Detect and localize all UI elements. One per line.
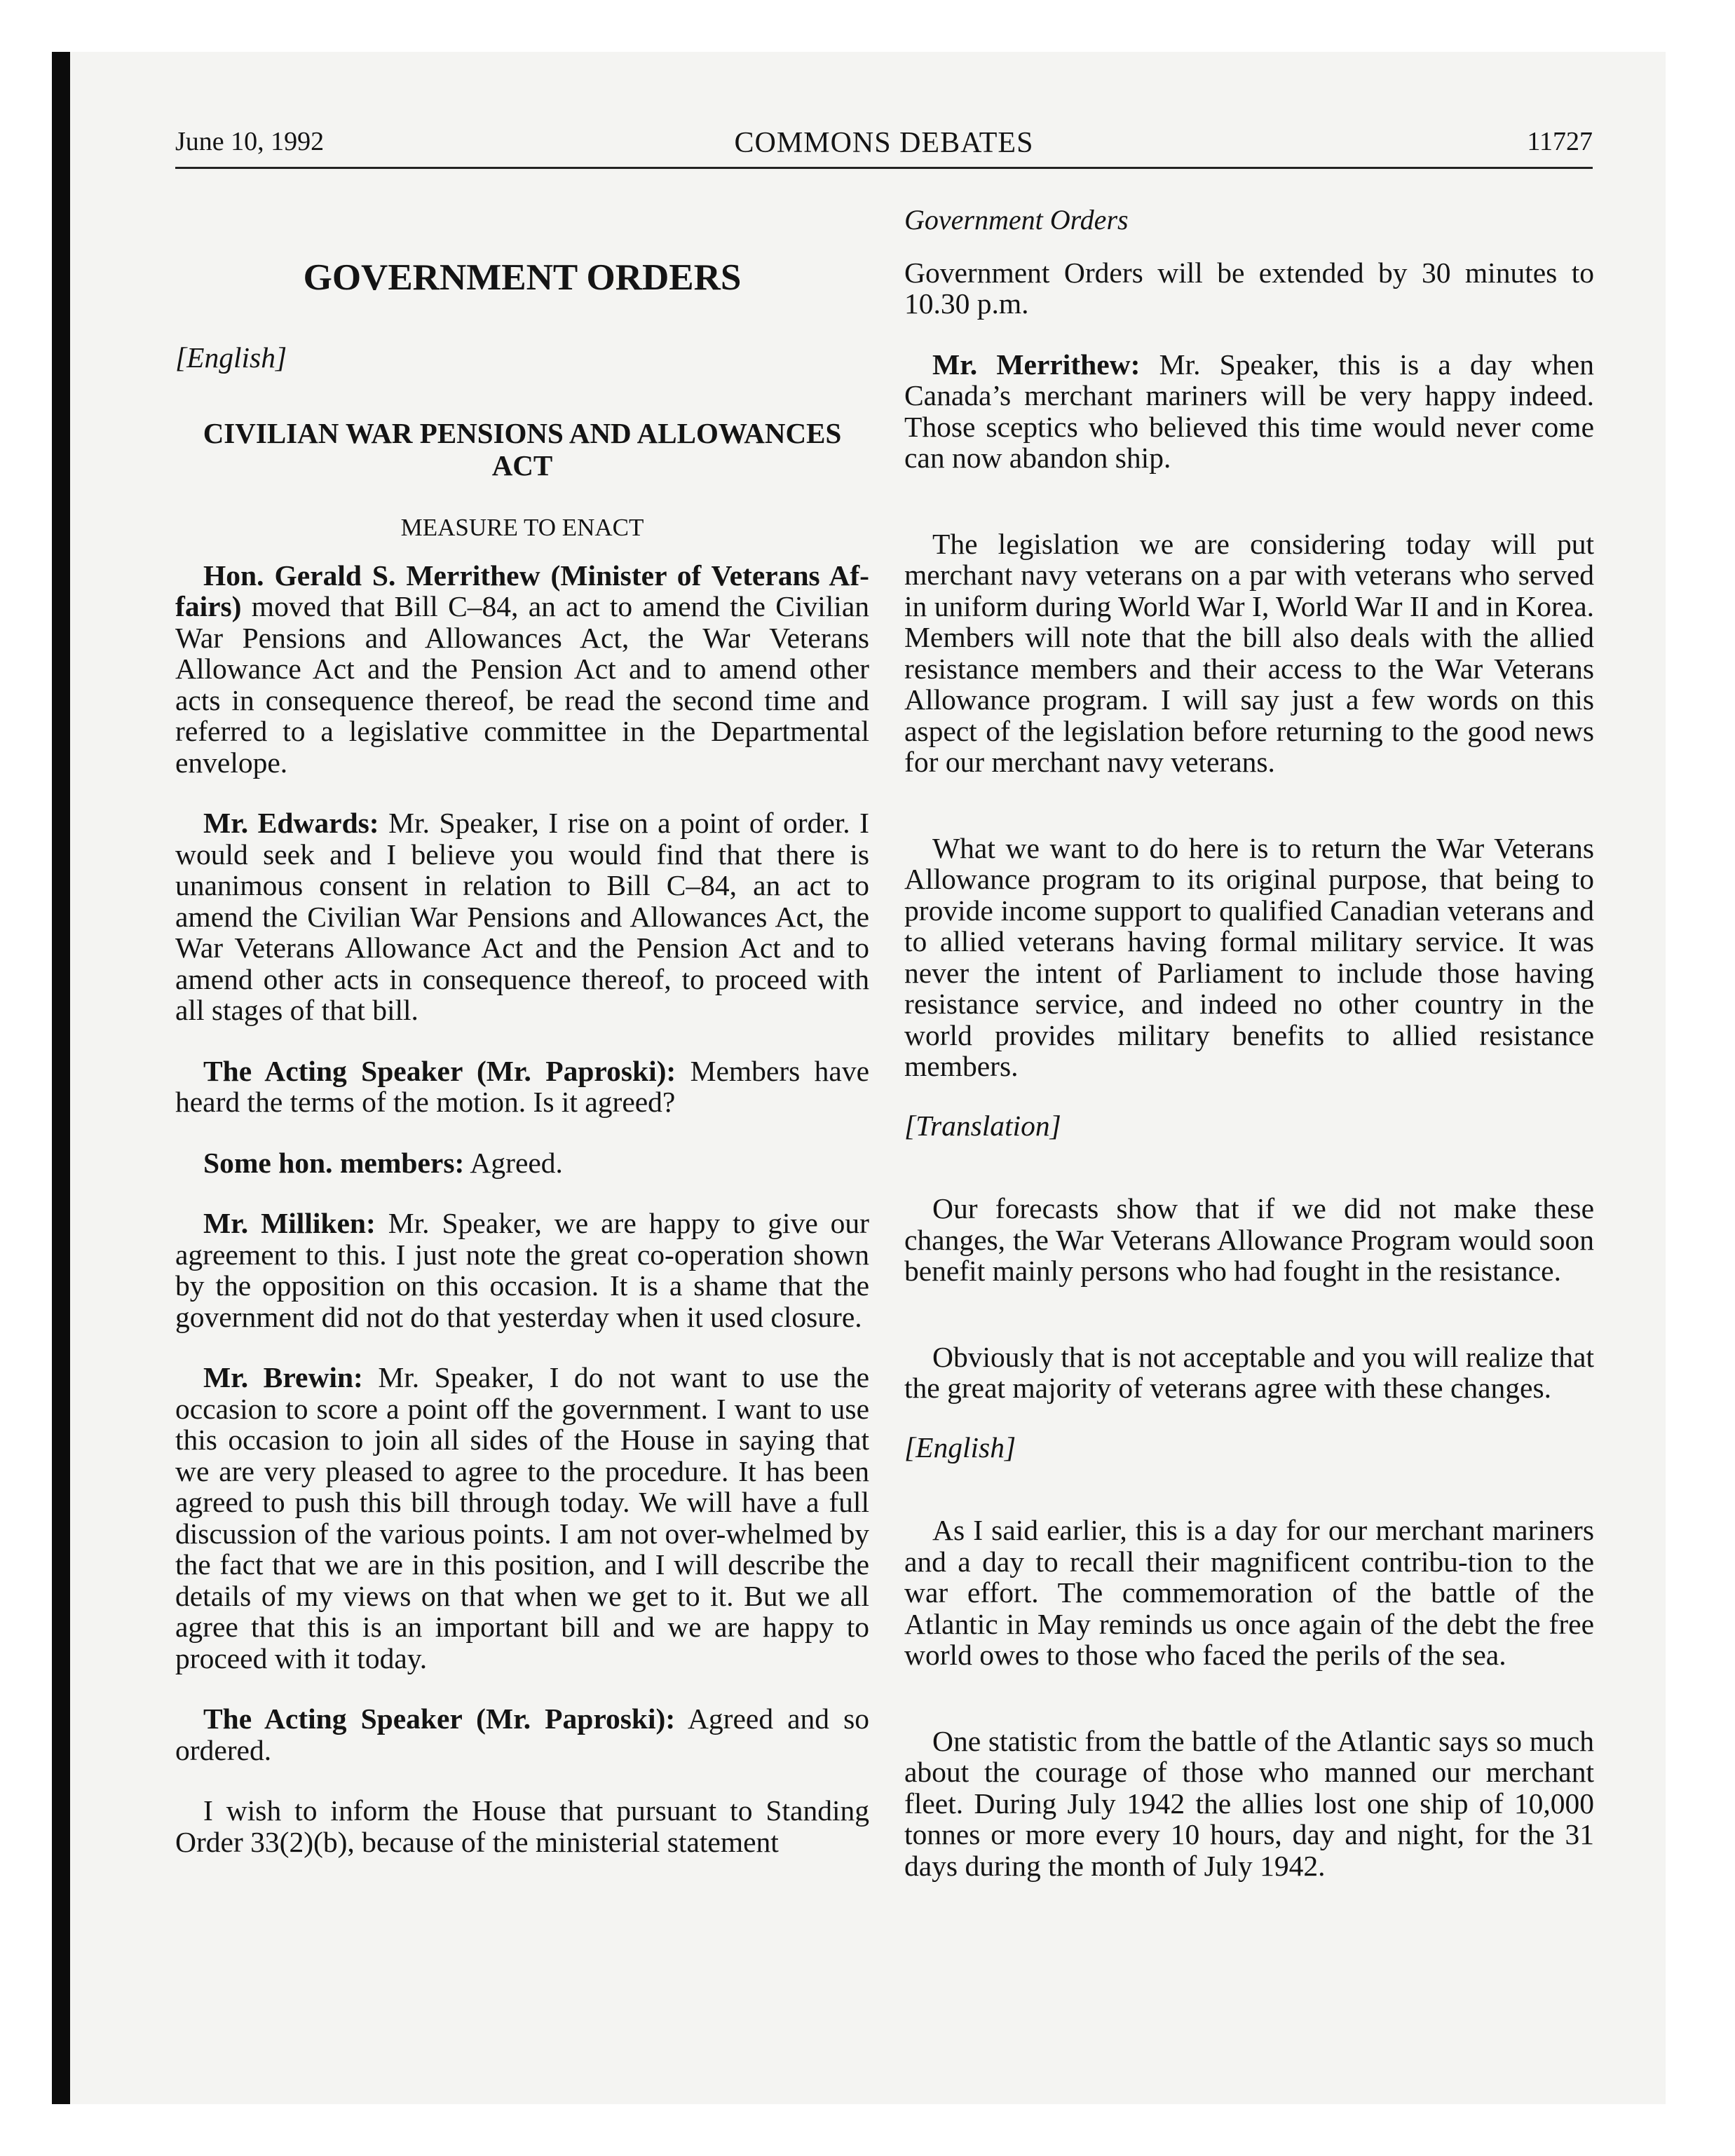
paragraph xyxy=(175,560,869,779)
paragraph-text: I wish to inform the House that pursuant to Standing Order 33(2)(b), because of the ministerial statement xyxy=(175,1794,869,1858)
paragraph-text: As I said earlier, this is a day for our merchant mariners and a day to recall their magnificent contribu-tion to the war effort. The commemoration of the battle of the Atlantic in May reminds us once again of the debt the free world owes to those who faced the perils of the sea. xyxy=(904,1514,1594,1671)
speaker-name: Some hon. members: xyxy=(203,1146,465,1179)
speaker-name: The Acting Speaker (Mr. Paproski): xyxy=(203,1703,676,1735)
paragraph-text: What we want to do here is to return the War Veterans Allowance program to its original purpose, that being to provide income support to qualified Canadian veterans and to allied veterans having formal military service. It was never the intent of Parliament to include those having resistance service, and indeed no other country in the world provides military benefits to allied resistance members. xyxy=(904,831,1594,1082)
paragraph-text: Agreed. xyxy=(464,1146,563,1179)
speaker-name: Mr. Merrithew: xyxy=(932,348,1141,381)
language-marker-english: [English] xyxy=(904,1431,1016,1464)
paragraph xyxy=(175,1362,869,1674)
paragraph-text: Our forecasts show that if we did not make these changes, the War Veterans Allowance Program would soon benefit mainly persons who had fought in the resistance. xyxy=(904,1192,1594,1287)
paragraph xyxy=(904,1515,1594,1671)
measure-subtitle: MEASURE TO ENACT xyxy=(400,513,644,541)
paragraph xyxy=(904,257,1594,320)
speaker-name: Hon. Gerald S. Merrithew (Minister of Veterans Af-fairs) xyxy=(175,559,869,622)
paragraph xyxy=(175,1147,869,1179)
paragraph-text: moved that Bill C–84, an act to amend the Civilian War Pensions and Allowances Act, the War Veterans Allowance Act and the Pension Act and to amend other acts in consequence thereof, be read the second time and referred to a legislative committee in the Departmental envelope. xyxy=(175,590,869,779)
bill-title-line2: ACT xyxy=(491,449,553,482)
header-date: June 10, 1992 xyxy=(175,127,325,156)
header-title: COMMONS DEBATES xyxy=(734,127,1034,159)
paragraph-text: Mr. Speaker, we are happy to give our agreement to this. I just note the great co-operation shown by the opposition on this occasion. It is a shame that the government did not do that yesterday when it used closure. xyxy=(175,1207,869,1333)
paragraph-text: The legislation we are considering today will put merchant navy veterans on a par with veterans who served in uniform during World War I, World War II and in Korea. Members will note that the bill also deals with the allied resistance members and their access to the War Veterans Allowance program. I will say just a few words on this aspect of the legislation before returning to the good news for our merchant navy veterans. xyxy=(904,527,1594,778)
speaker-name: The Acting Speaker (Mr. Paproski): xyxy=(203,1054,676,1087)
paragraph xyxy=(175,1208,869,1332)
page-number: 11727 xyxy=(1527,127,1593,156)
paragraph xyxy=(175,1703,869,1766)
page-header xyxy=(175,123,1593,169)
language-marker-english: [English] xyxy=(175,341,287,374)
paragraph xyxy=(904,833,1594,1082)
paragraph xyxy=(904,528,1594,778)
paragraph-text: Mr. Speaker, I rise on a point of order. I would seek and I believe you would find that there is unanimous consent in relation to Bill C–84, an act to amend the Civilian War Pensions and Allowances Act, the War Veterans Allowance Act and the Pension Act and to amend other acts in consequence thereof, to proceed with all stages of that bill. xyxy=(175,807,869,1026)
paragraph xyxy=(175,807,869,1026)
running-head: Government Orders xyxy=(904,204,1129,236)
binding-edge xyxy=(52,52,70,2104)
bill-title-line1: CIVILIAN WAR PENSIONS AND ALLOWANCES xyxy=(203,416,842,449)
paragraph xyxy=(175,1056,869,1118)
speaker-name: Mr. Edwards: xyxy=(203,807,379,839)
bill-title xyxy=(175,417,869,482)
paragraph-text: Members have heard the terms of the motion. Is it agreed? xyxy=(175,1054,869,1118)
paragraph xyxy=(904,1342,1594,1404)
left-column xyxy=(175,245,869,1857)
paragraph-text: Government Orders will be extended by 30 minutes to 10.30 p.m. xyxy=(904,256,1594,320)
paragraph-text: Mr. Speaker, this is a day when Canada’s merchant mariners will be very happy indeed. Those sceptics who believed this time would never come can now abandon ship. xyxy=(904,348,1594,474)
paragraph xyxy=(904,1193,1594,1287)
paragraph-text: Obviously that is not acceptable and you will realize that the great majority of veterans agree with these changes. xyxy=(904,1340,1594,1404)
paragraph xyxy=(175,1795,869,1857)
paragraph xyxy=(904,349,1594,474)
paragraph-text: Mr. Speaker, I do not want to use the occasion to score a point off the government. I want to use this occasion to join all sides of the House in saying that we are very pleased to agree to the procedure. It has been agreed to push this bill through today. We will have a full discussion of the various points. I am not over-whelmed by the fact that we are in this position, and I will describe the details of my views on that when we get to it. But we all agree that this is an important bill and we are happy to proceed with it today. xyxy=(175,1361,869,1674)
section-title: GOVERNMENT ORDERS xyxy=(303,257,742,298)
paragraph-text: One statistic from the battle of the Atlantic says so much about the courage of those who manned our merchant fleet. During July 1942 the allies lost one ship of 10,000 tonnes or more every 10 hours, day and night, for the 31 days during the month of July 1942. xyxy=(904,1724,1594,1882)
speaker-name: Mr. Brewin: xyxy=(203,1361,363,1393)
paragraph xyxy=(904,1726,1594,1882)
right-column xyxy=(904,205,1594,1881)
speaker-name: Mr. Milliken: xyxy=(203,1207,376,1239)
paragraph-text: Agreed and so ordered. xyxy=(175,1703,869,1766)
language-marker-translation: [Translation] xyxy=(904,1109,1061,1142)
